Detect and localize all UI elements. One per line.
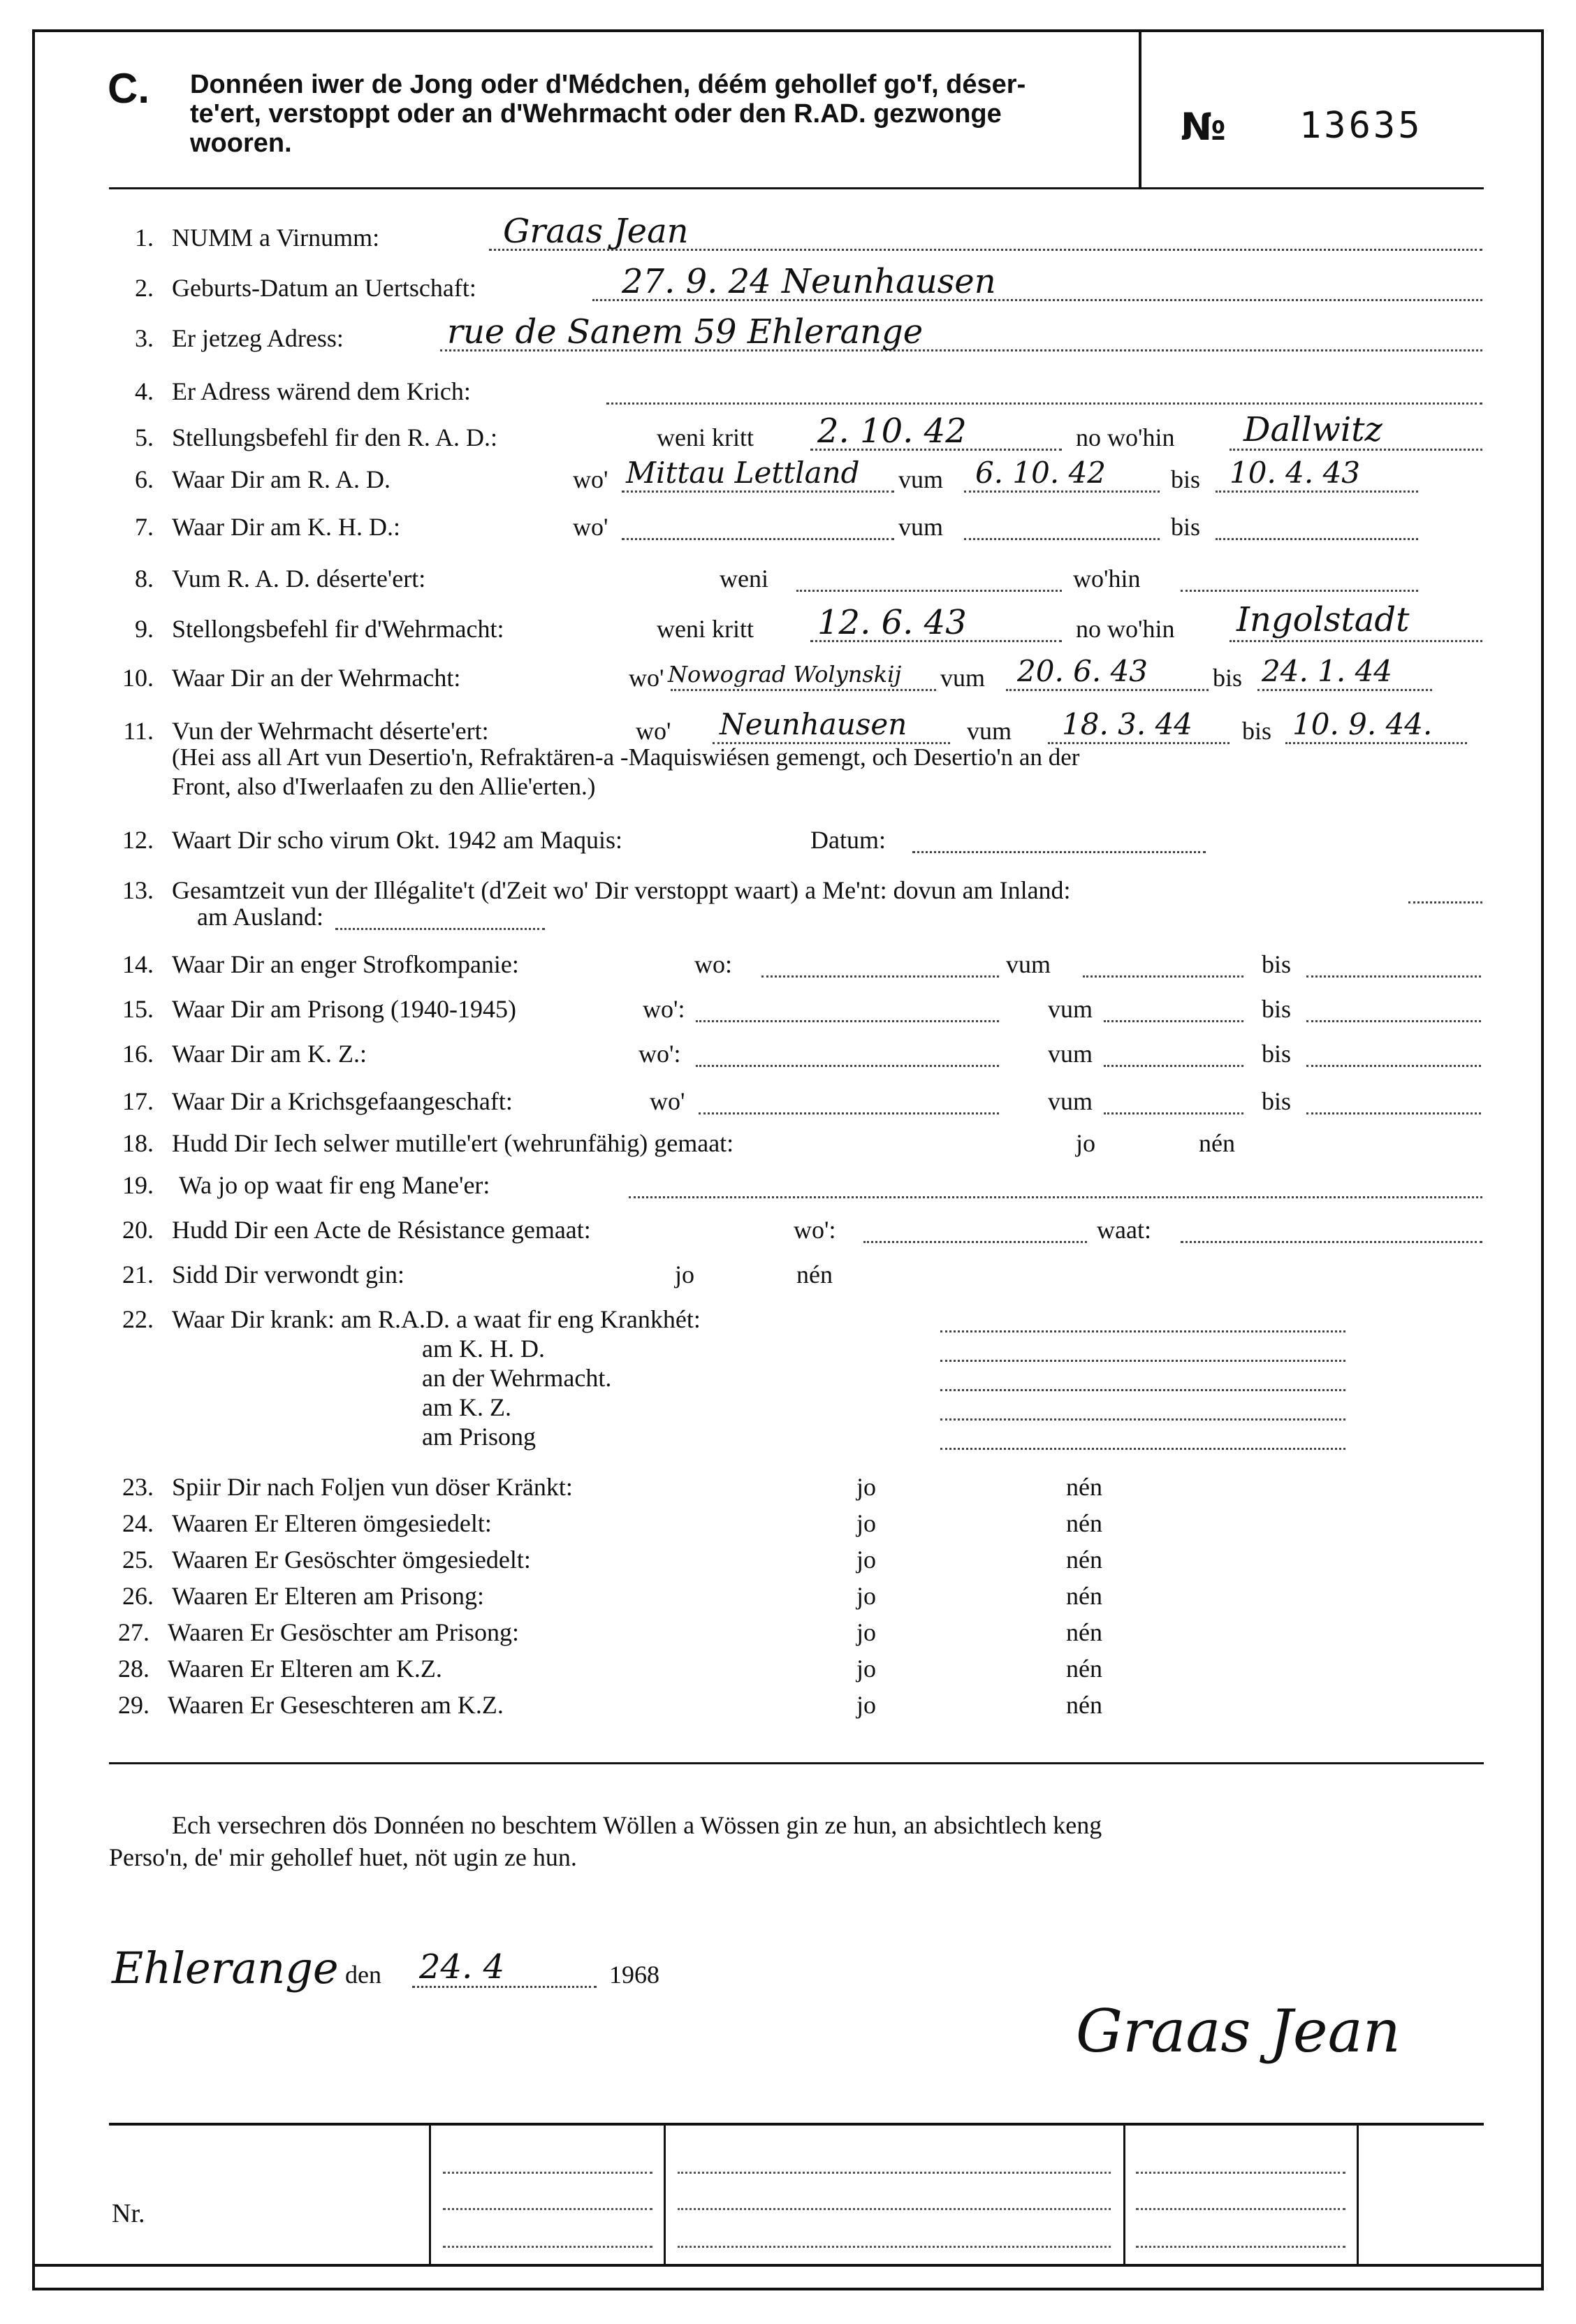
answer-wehrmacht-to[interactable]: 24. 1. 44 bbox=[1262, 654, 1393, 688]
item-number-18: 18. bbox=[122, 1129, 154, 1157]
note-line-2: Front, also d'Iwerlaafen zu den Allie'erten.) bbox=[172, 773, 596, 800]
answer-line-15a[interactable] bbox=[696, 1020, 999, 1022]
option-nen[interactable]: nén bbox=[1066, 1546, 1102, 1574]
option-nen[interactable]: nén bbox=[796, 1261, 833, 1288]
answer-name[interactable]: Graas Jean bbox=[503, 212, 689, 251]
label-vum: vum bbox=[898, 465, 944, 493]
answer-line-19[interactable] bbox=[629, 1196, 1482, 1198]
declaration-rule bbox=[109, 1762, 1484, 1764]
item-number-8: 8. bbox=[135, 565, 154, 593]
item-number-20: 20. bbox=[122, 1216, 154, 1244]
answer-line-6a bbox=[622, 491, 894, 493]
answer-line-16c[interactable] bbox=[1306, 1065, 1481, 1067]
header-line-3: wooren. bbox=[190, 129, 292, 158]
label-waat: waat: bbox=[1097, 1216, 1151, 1244]
answer-line-15b[interactable] bbox=[1104, 1020, 1243, 1022]
item-label-26: Waaren Er Elteren am Prisong: bbox=[172, 1582, 484, 1610]
option-nen[interactable]: nén bbox=[1066, 1691, 1102, 1719]
footer-col-divider-1 bbox=[429, 2124, 431, 2264]
answer-line-6b bbox=[964, 491, 1160, 493]
answer-line-8a[interactable] bbox=[796, 590, 1062, 592]
label-bis: bis bbox=[1171, 513, 1201, 541]
answer-line-9b bbox=[1230, 640, 1482, 642]
footer-cell-line[interactable] bbox=[443, 2246, 652, 2248]
footer-bottom-rule bbox=[35, 2264, 1541, 2267]
answer-line-20b[interactable] bbox=[1181, 1241, 1482, 1243]
item-label-12: Waart Dir scho virum Okt. 1942 am Maquis: bbox=[172, 826, 622, 854]
answer-wehrmacht-place[interactable]: Nowograd Wolynskij bbox=[668, 661, 902, 688]
footer-col-divider-4 bbox=[1357, 2124, 1359, 2264]
answer-line-20a[interactable] bbox=[863, 1241, 1087, 1243]
item-label-25: Waaren Er Gesöschter ömgesiedelt: bbox=[172, 1546, 531, 1574]
option-jo[interactable]: jo bbox=[856, 1582, 877, 1610]
label-bis: bis bbox=[1262, 1087, 1292, 1115]
item-number-23: 23. bbox=[122, 1473, 154, 1501]
answer-desertion-to[interactable]: 10. 9. 44. bbox=[1292, 707, 1433, 741]
item-number-11: 11. bbox=[123, 717, 154, 745]
answer-line-7a[interactable] bbox=[622, 538, 894, 540]
item-number-7: 7. bbox=[135, 513, 154, 541]
item-number-25: 25. bbox=[122, 1546, 154, 1574]
label-wo: wo' bbox=[629, 664, 664, 692]
option-jo[interactable]: jo bbox=[856, 1691, 877, 1719]
answer-line-17c[interactable] bbox=[1306, 1112, 1481, 1114]
item-number-26: 26. bbox=[122, 1582, 154, 1610]
answer-line-17b[interactable] bbox=[1104, 1112, 1243, 1114]
option-jo[interactable]: jo bbox=[856, 1509, 877, 1537]
answer-line-22c[interactable] bbox=[940, 1389, 1345, 1391]
item-label-21: Sidd Dir verwondt gin: bbox=[172, 1261, 404, 1288]
answer-line-22e[interactable] bbox=[940, 1448, 1345, 1450]
option-nen[interactable]: nén bbox=[1066, 1618, 1102, 1646]
item-sub-22-wehrmacht: an der Wehrmacht. bbox=[422, 1364, 612, 1392]
item-number-2: 2. bbox=[135, 274, 154, 302]
answer-rad-destination[interactable]: Dallwitz bbox=[1243, 410, 1382, 449]
label-year: 1968 bbox=[609, 1961, 659, 1989]
option-nen[interactable]: nén bbox=[1199, 1129, 1235, 1157]
label-weni: weni bbox=[720, 565, 768, 593]
option-jo[interactable]: jo bbox=[856, 1546, 877, 1574]
label-wo: wo': bbox=[794, 1216, 836, 1244]
item-label-22: Waar Dir krank: am R.A.D. a waat fir eng Krankhét: bbox=[172, 1305, 701, 1333]
answer-line-22d[interactable] bbox=[940, 1418, 1345, 1421]
item-label-11: Vun der Wehrmacht déserte'ert: bbox=[172, 717, 489, 745]
item-number-22: 22. bbox=[122, 1305, 154, 1333]
form-header-text bbox=[190, 70, 1119, 158]
answer-wehrmacht-order-date[interactable]: 12. 6. 43 bbox=[817, 603, 967, 642]
answer-line-14c[interactable] bbox=[1306, 975, 1481, 978]
item-number-13: 13. bbox=[122, 876, 154, 904]
footer-cell-line[interactable] bbox=[1136, 2172, 1345, 2174]
label-vum: vum bbox=[967, 717, 1012, 745]
label-wo: wo: bbox=[694, 950, 732, 978]
declaration-line-2: Perso'n, de' mir gehollef huet, nöt ugin ze hun. bbox=[109, 1843, 577, 1871]
label-weni-kritt: weni kritt bbox=[657, 423, 754, 451]
label-wo: wo': bbox=[639, 1040, 681, 1068]
option-nen[interactable]: nén bbox=[1066, 1655, 1102, 1683]
option-jo[interactable]: jo bbox=[856, 1655, 877, 1683]
footer-cell-line[interactable] bbox=[443, 2208, 652, 2210]
item-number-24: 24. bbox=[122, 1509, 154, 1537]
label-bis: bis bbox=[1262, 950, 1292, 978]
answer-line-7c[interactable] bbox=[1216, 538, 1418, 540]
label-bis: bis bbox=[1262, 1040, 1292, 1068]
label-wo: wo' bbox=[573, 513, 608, 541]
item-label-1: NUMM a Virnumm: bbox=[172, 224, 380, 252]
item-label-9: Stellongsbefehl fir d'Wehrmacht: bbox=[172, 615, 504, 643]
answer-line-10b bbox=[1006, 689, 1209, 691]
answer-desertion-from[interactable]: 18. 3. 44 bbox=[1062, 707, 1193, 741]
item-label-28: Waaren Er Elteren am K.Z. bbox=[168, 1655, 442, 1683]
signature: Graas Jean bbox=[1076, 1997, 1401, 2065]
label-den: den bbox=[345, 1961, 381, 1989]
option-jo[interactable]: jo bbox=[856, 1618, 877, 1646]
answer-line-8b[interactable] bbox=[1181, 590, 1418, 592]
note-line-1: (Hei ass all Art vun Desertio'n, Refraktären-a -Maquiswiésen gemengt, och Desertio'n an der bbox=[172, 743, 1080, 771]
item-label-13: Gesamtzeit vun der Illégalite't (d'Zeit wo' Dir verstoppt waart) a Me'nt: dovun am Inland: bbox=[172, 876, 1071, 904]
option-jo[interactable]: jo bbox=[1076, 1129, 1096, 1157]
item-label-3: Er jetzeg Adress: bbox=[172, 324, 344, 352]
item-label-7: Waar Dir am K. H. D.: bbox=[172, 513, 401, 541]
footer-nr-label: Nr. bbox=[112, 2199, 145, 2228]
answer-rad-place[interactable]: Mittau Lettland bbox=[626, 456, 860, 490]
item-label-5: Stellungsbefehl fir den R. A. D.: bbox=[172, 423, 497, 451]
label-vum: vum bbox=[898, 513, 944, 541]
option-jo[interactable]: jo bbox=[856, 1473, 877, 1501]
label-bis: bis bbox=[1242, 717, 1272, 745]
footer-cell-line[interactable] bbox=[1136, 2246, 1345, 2248]
item-number-28: 28. bbox=[118, 1655, 149, 1683]
label-vum: vum bbox=[1048, 995, 1093, 1023]
answer-line-6c bbox=[1216, 491, 1418, 493]
item-number-3: 3. bbox=[135, 324, 154, 352]
label-wohin: wo'hin bbox=[1073, 565, 1141, 593]
item-label-4: Er Adress wärend dem Krich: bbox=[172, 377, 471, 405]
answer-birth[interactable]: 27. 9. 24 Neunhausen bbox=[622, 262, 996, 301]
label-bis: bis bbox=[1213, 664, 1243, 692]
item-label-8: Vum R. A. D. déserte'ert: bbox=[172, 565, 426, 593]
header-line-2: te'ert, verstoppt oder an d'Wehrmacht oder den R.AD. gezwonge bbox=[190, 99, 1002, 129]
header-rule bbox=[109, 187, 1484, 189]
item-number-29: 29. bbox=[118, 1691, 149, 1719]
answer-line-22b[interactable] bbox=[940, 1360, 1345, 1362]
option-nen[interactable]: nén bbox=[1066, 1473, 1102, 1501]
label-wo: wo': bbox=[643, 995, 685, 1023]
number-symbol: № bbox=[1181, 105, 1226, 149]
item-label-19: Wa jo op waat fir eng Mane'er: bbox=[179, 1171, 490, 1199]
option-jo[interactable]: jo bbox=[675, 1261, 695, 1288]
item-label-18: Hudd Dir Iech selwer mutille'ert (wehrunfähig) gemaat: bbox=[172, 1129, 734, 1157]
item-number-4: 4. bbox=[135, 377, 154, 405]
header-line-1: Donnéen iwer de Jong oder d'Médchen, déém gehollef go'f, déser- bbox=[190, 70, 1026, 99]
answer-wehrmacht-destination[interactable]: Ingolstadt bbox=[1236, 600, 1410, 639]
form-section-letter: C. bbox=[108, 65, 149, 112]
footer-top-rule bbox=[109, 2123, 1484, 2126]
item-label-2: Geburts-Datum an Uertschaft: bbox=[172, 274, 476, 302]
item-number-19: 19. bbox=[122, 1171, 154, 1199]
answer-address[interactable]: rue de Sanem 59 Ehlerange bbox=[447, 312, 924, 351]
item-label-16: Waar Dir am K. Z.: bbox=[172, 1040, 367, 1068]
footer-col-divider-2 bbox=[664, 2124, 666, 2264]
answer-line-12[interactable] bbox=[912, 851, 1206, 853]
label-bis: bis bbox=[1262, 995, 1292, 1023]
footer-cell-line[interactable] bbox=[678, 2208, 1111, 2210]
answer-wehrmacht-from[interactable]: 20. 6. 43 bbox=[1017, 654, 1148, 688]
item-number-5: 5. bbox=[135, 423, 154, 451]
item-sub-22-kz: am K. Z. bbox=[422, 1393, 511, 1421]
option-nen[interactable]: nén bbox=[1066, 1582, 1102, 1610]
item-label-17: Waar Dir a Krichsgefaangeschaft: bbox=[172, 1087, 513, 1115]
item-label-20: Hudd Dir een Acte de Résistance gemaat: bbox=[172, 1216, 591, 1244]
declaration-line-1: Ech versechren dös Donnéen no beschtem Wöllen a Wössen gin ze hun, an absichtlech keng bbox=[172, 1811, 1102, 1839]
answer-line-17a[interactable] bbox=[699, 1112, 999, 1114]
item-number-16: 16. bbox=[122, 1040, 154, 1068]
answer-line-11c bbox=[1285, 742, 1467, 744]
item-label-27: Waaren Er Gesöschter am Prisong: bbox=[168, 1618, 519, 1646]
answer-line-15c[interactable] bbox=[1306, 1020, 1481, 1022]
answer-line-14a[interactable] bbox=[761, 975, 999, 978]
item-number-10: 10. bbox=[122, 664, 154, 692]
answer-line-13b[interactable] bbox=[335, 928, 545, 930]
label-vum: vum bbox=[940, 664, 986, 692]
form-number: 13635 bbox=[1299, 105, 1423, 147]
answer-rad-order-date[interactable]: 2. 10. 42 bbox=[817, 412, 967, 451]
answer-rad-to[interactable]: 10. 4. 43 bbox=[1230, 456, 1361, 490]
option-nen[interactable]: nén bbox=[1066, 1509, 1102, 1537]
label-no-wohin: no wo'hin bbox=[1076, 615, 1175, 643]
footer-cell-line[interactable] bbox=[678, 2246, 1111, 2248]
item-sub-22-prisong: am Prisong bbox=[422, 1423, 537, 1451]
answer-line-22a[interactable] bbox=[940, 1330, 1345, 1332]
item-number-1: 1. bbox=[135, 224, 154, 252]
item-label-23: Spiir Dir nach Foljen vun döser Kränkt: bbox=[172, 1473, 573, 1501]
label-weni-kritt: weni kritt bbox=[657, 615, 754, 643]
label-datum: Datum: bbox=[810, 826, 886, 854]
answer-line-10c bbox=[1257, 689, 1432, 691]
label-wo: wo' bbox=[650, 1087, 685, 1115]
item-number-17: 17. bbox=[122, 1087, 154, 1115]
item-number-12: 12. bbox=[122, 826, 154, 854]
footer-col-divider-3 bbox=[1123, 2124, 1125, 2264]
label-bis: bis bbox=[1171, 465, 1201, 493]
answer-line-14b[interactable] bbox=[1083, 975, 1243, 978]
item-label-10: Waar Dir an der Wehrmacht: bbox=[172, 664, 461, 692]
item-sub-22-khd: am K. H. D. bbox=[422, 1335, 545, 1363]
answer-line-7b[interactable] bbox=[964, 538, 1160, 540]
footer-cell-line[interactable] bbox=[1136, 2208, 1345, 2210]
item-number-27: 27. bbox=[118, 1618, 149, 1646]
answer-line-13a[interactable] bbox=[1408, 901, 1482, 903]
answer-line-16b[interactable] bbox=[1104, 1065, 1243, 1067]
label-wo: wo' bbox=[573, 465, 608, 493]
item-label-29: Waaren Er Geseschteren am K.Z. bbox=[168, 1691, 504, 1719]
item-label-24: Waaren Er Elteren ömgesiedelt: bbox=[172, 1509, 492, 1537]
label-vum: vum bbox=[1048, 1087, 1093, 1115]
item-label-14: Waar Dir an enger Strofkompanie: bbox=[172, 950, 519, 978]
answer-desertion-place[interactable]: Neunhausen bbox=[720, 707, 907, 741]
signature-place[interactable]: Ehlerange bbox=[112, 1942, 339, 1993]
header-divider bbox=[1139, 32, 1141, 187]
item-sub-13: am Ausland: bbox=[197, 903, 323, 931]
answer-rad-from[interactable]: 6. 10. 42 bbox=[975, 456, 1107, 490]
item-number-6: 6. bbox=[135, 465, 154, 493]
answer-line-16a[interactable] bbox=[696, 1065, 999, 1067]
item-number-14: 14. bbox=[122, 950, 154, 978]
label-wo: wo' bbox=[636, 717, 671, 745]
item-number-15: 15. bbox=[122, 995, 154, 1023]
item-number-9: 9. bbox=[135, 615, 154, 643]
footer-cell-line[interactable] bbox=[443, 2172, 652, 2174]
label-vum: vum bbox=[1006, 950, 1051, 978]
item-label-15: Waar Dir am Prisong (1940-1945) bbox=[172, 995, 516, 1023]
item-number-21: 21. bbox=[122, 1261, 154, 1288]
signature-date[interactable]: 24. 4 bbox=[419, 1947, 505, 1987]
item-label-6: Waar Dir am R. A. D. bbox=[172, 465, 391, 493]
label-no-wohin: no wo'hin bbox=[1076, 423, 1175, 451]
answer-line-4[interactable] bbox=[606, 402, 1482, 405]
footer-cell-line[interactable] bbox=[678, 2172, 1111, 2174]
label-vum: vum bbox=[1048, 1040, 1093, 1068]
